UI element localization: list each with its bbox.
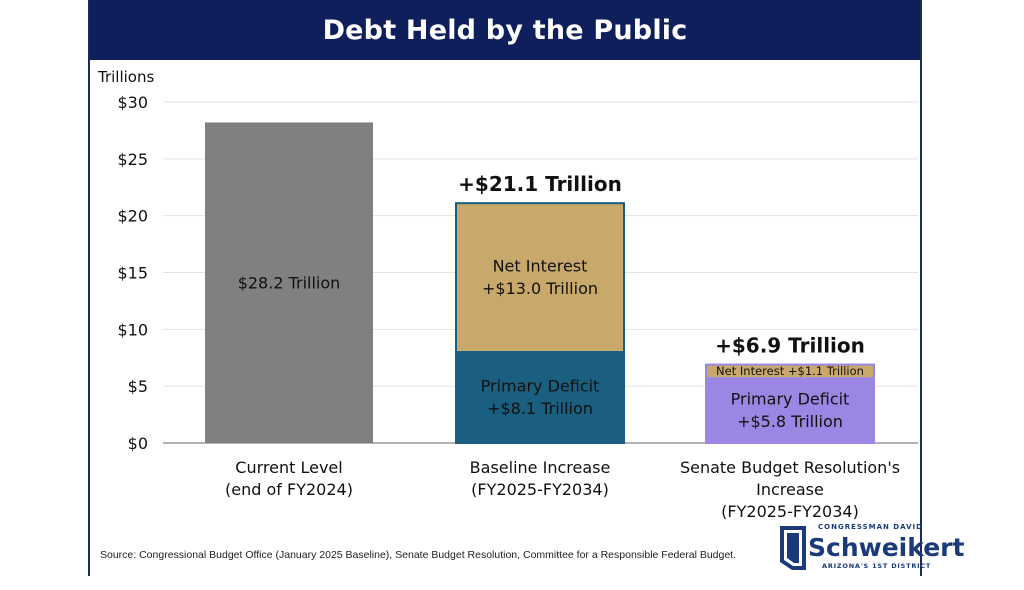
- logo-name: Schweikert: [808, 533, 965, 562]
- y-tick-label: $15: [117, 263, 148, 283]
- data-label: Primary Deficit: [480, 376, 600, 396]
- chart-frame: [88, 0, 965, 576]
- x-tick-label: Current Level: [235, 458, 343, 477]
- congressman-logo: [778, 520, 965, 574]
- y-tick-label: $20: [117, 206, 148, 226]
- total-label: +$6.9 Trillion: [715, 333, 865, 358]
- data-label: $28.2 Trillion: [237, 273, 341, 293]
- y-tick-label: $5: [127, 377, 148, 397]
- data-label: +$8.1 Trillion: [487, 398, 593, 418]
- bar-chart: [90, 60, 920, 590]
- source-note: Source: Congressional Budget Office (January 2025 Baseline), Senate Budget Resolution, Committee for a Responsible Federal Budget.: [100, 549, 737, 561]
- data-label: +$13.0 Trillion: [481, 278, 599, 298]
- bar-segment: [456, 351, 624, 443]
- y-tick-label: $30: [117, 93, 148, 112]
- x-tick-label: (FY2025-FY2034): [721, 502, 859, 521]
- logo-top-text: CONGRESSMAN DAVID: [818, 523, 923, 531]
- y-tick-label: $25: [117, 149, 148, 169]
- title-bar: [90, 0, 920, 60]
- data-label: Net Interest +$1.1 Trillion: [716, 363, 864, 378]
- total-label: +$21.1 Trillion: [458, 172, 622, 197]
- x-tick-label: (FY2025-FY2034): [471, 480, 609, 499]
- bar-segment: [706, 377, 874, 443]
- data-label: +$5.8 Trillion: [737, 411, 843, 431]
- bar-segment: [456, 203, 624, 351]
- x-tick-label: Baseline Increase: [469, 458, 611, 477]
- y-tick-label: $0: [127, 434, 148, 453]
- x-tick-label: Senate Budget Resolution's: [679, 458, 901, 477]
- data-label: Primary Deficit: [730, 389, 850, 409]
- logo-bottom-text: ARIZONA'S 1ST DISTRICT: [822, 562, 932, 570]
- y-tick-label: $10: [117, 320, 148, 340]
- y-axis-label: Trillions: [98, 68, 155, 86]
- data-label: Net Interest: [492, 256, 588, 276]
- x-tick-label: (end of FY2024): [225, 480, 353, 499]
- chart-title: Debt Held by the Public: [322, 14, 688, 46]
- x-tick-label: Increase: [756, 480, 824, 499]
